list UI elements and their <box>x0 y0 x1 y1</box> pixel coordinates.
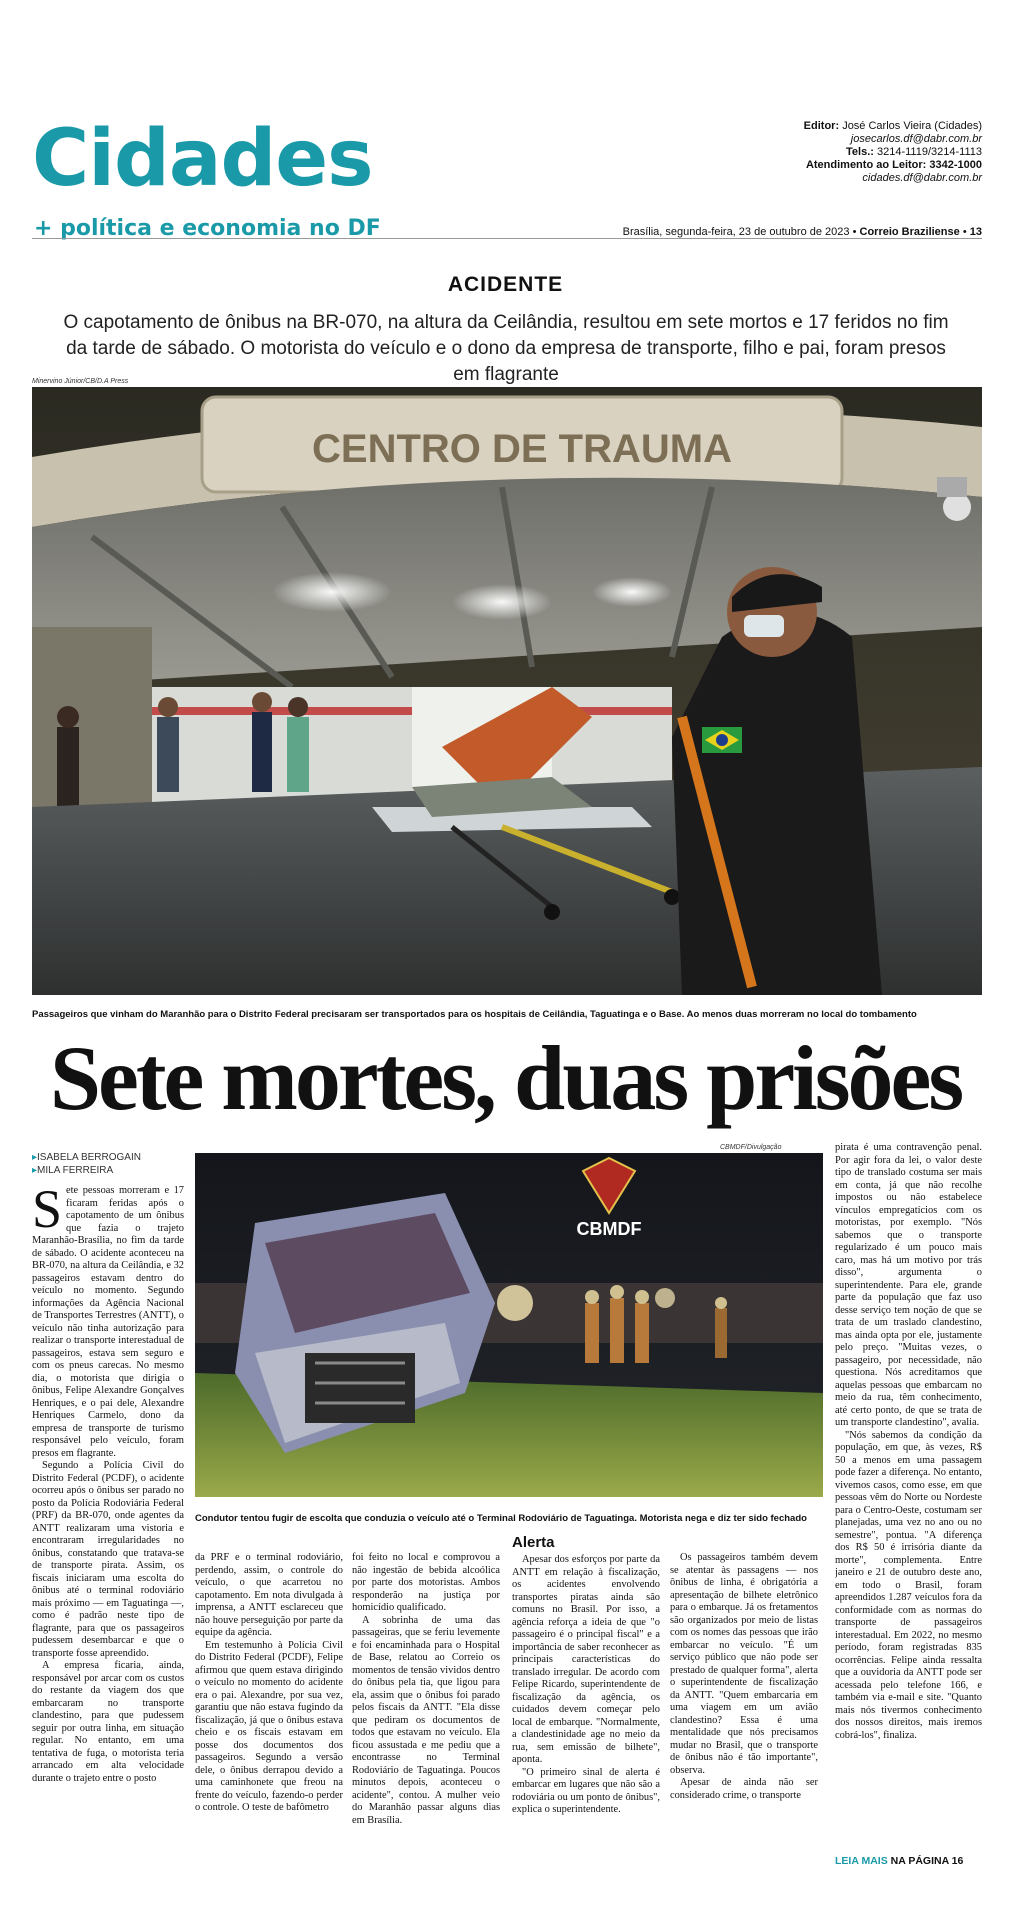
drop-cap: S <box>32 1185 63 1239</box>
main-photo-caption: Passageiros que vinham do Maranhão para o Distrito Federal precisaram ser transportados para os hospitais de Ceilândia, Taguatinga e o Base. Ao menos duas morreram no local do tombamento <box>32 1009 917 1020</box>
editor-name: José Carlos Vieira (Cidades) <box>842 120 982 132</box>
section-subtitle: + política e economia no DF <box>34 216 381 241</box>
overturned-bus-illustration <box>195 1153 823 1497</box>
article-kicker: ACIDENTE <box>447 273 564 296</box>
dateline-date: Brasília, segunda-feira, 23 de outubro de 2023 <box>622 226 850 238</box>
dateline <box>623 226 982 238</box>
dateline-bullet: • <box>852 226 857 238</box>
body-paragraph: pirata é uma contravenção penal. Por agir fora da lei, o valor deste tipo de translado costuma ser mais em conta, já que não recolhe impostos ou não estabelece vínculos empregatícios com os motoristas, por exemplo. "Nós sabemos que o transporte regularizado é um pouco mais caro, mas há um motivo por trás disso", argumenta o superintendente. Para ele, grande parte da população que faz uso desse serviço tem noção de que se trata de um traslado clandestino, mas ainda opta por ele, justamente pelo preço. "Muitas vezes, o passageiro, por necessidade, não questiona. Nós acreditamos que aquelas pessoas que embarcam no meio da rua, têm conhecimento, até certo ponto, de que se trata de um transporte clandestino", avalia. <box>835 1142 982 1428</box>
subhead-alerta: Alerta <box>512 1534 555 1551</box>
body-paragraph: foi feito no local e comprovou a não ingestão de bebida alcoólica por parte dos motoristas. Ambos responderão na justiça por homicídio qualificado. <box>352 1552 500 1613</box>
body-paragraph: Apesar dos esforços por parte da ANTT em relação à fiscalização, os acidentes envolvendo transportes piratas ainda são comuns no Brasil. Por isso, a agência reforça a ideia de que "o passageiro é o principal fiscal" e a importância de saber reconhecer as principais características do translado irregular. De acordo com Felipe Ricardo, superintendente de fiscalização da agência, os cuidados devem começar pelo local de embarque. "Normalmente, a clandestinidade age no meio da rua, sem emissão de bilhete", aponta. <box>512 1554 660 1765</box>
byline: ▸ MILA FERREIRA <box>32 1164 141 1177</box>
body-column-3 <box>352 1552 500 1852</box>
body-paragraph: da PRF e o terminal rodoviário, perdendo, assim, o controle do veículo, o que acarretou no capotamento. Em nota divulgada à imprensa, a ANTT esclareceu que não houve perseguição por parte da equipe da agência. <box>195 1552 343 1638</box>
body-paragraph: Apesar de ainda não ser considerado crime, o transporte <box>670 1777 818 1801</box>
body-paragraph: A sobrinha de uma das passageiras, que se feriu levemente e foi encaminhada para o Hospital de Base, relatou ao Correio os momentos de tensão vividos dentro do ônibus pela tia, que ligou para ela, assim que o ônibus foi parado pelos fiscais da ANTT. "Ela disse que pediram os documentos de todos que estavam no veículo. Ela ficou assustada e me pediu que a encontrasse no Terminal Rodoviário de Taguatinga. Poucos minutos depois, aconteceu o acidente", contou. A mulher veio do Maranhão passar alguns dias em Brasília. <box>352 1614 500 1826</box>
phones-label: Tels.: <box>846 146 874 158</box>
jump-rest: NA PÁGINA 16 <box>890 1855 964 1867</box>
photo-credit: Minervino Júnior/CB/D.A Press <box>32 378 129 385</box>
body-paragraph: Em testemunho à Polícia Civil do Distrito Federal (PCDF), Felipe afirmou que quem estava dirigindo o veículo no momento do acidente era o pai. Alexandre, por sua vez, garantiu que não estava fugindo da fiscalização, já que o ônibus estava cheio e os fiscais estavam em posse dos documentos dos passageiros. Segundo a versão dele, o ônibus derrapou devido a uma caminhonete que freou na frente do veículo, fazendo-o perder o controle. O teste de bafômetro <box>195 1639 343 1813</box>
page-number: 13 <box>969 226 982 238</box>
jump-lead: LEIA MAIS <box>835 1855 888 1867</box>
body-paragraph: Segundo a Polícia Civil do Distrito Federal (PCDF), o acidente ocorreu após o ônibus ser parado no posto da Polícia Rodoviária Federal (PRF) da BR-070, onde agentes da ANTT realizaram uma vistoria e encontraram irregularidades no ônibus, constatando que tratava-se de transporte pirata. Assim, os fiscais iniciaram uma escolta do ônibus até o terminal rodoviário mais próximo — em Taguatinga —, como é padrão neste tipo de flagrante, para que os passageiros pudessem desembarcar e que o transporte fosse apreendido. <box>32 1460 184 1659</box>
paper-name: Correio Braziliense <box>859 226 960 238</box>
article-deck: O capotamento de ônibus na BR-070, na altura da Ceilândia, resultou em sete mortos e 17 feridos no fim da tarde de sábado. O motorista do veículo e o dono da empresa de transporte, filho e pai, foram presos em flagrante <box>63 312 949 385</box>
body-column-2 <box>195 1552 343 1852</box>
headline: Sete mortes, duas prisões <box>49 1027 962 1129</box>
body-column-1 <box>32 1185 184 1850</box>
editor-label: Editor: <box>803 120 840 132</box>
reader-email[interactable]: cidades.df@dabr.com.br <box>862 172 982 184</box>
bus-photo <box>195 1153 823 1497</box>
body-column-4 <box>512 1534 660 1852</box>
continued-on-page[interactable] <box>835 1855 963 1867</box>
bus-photo-credit: CBMDF/Divulgação <box>720 1144 782 1151</box>
main-photo <box>32 387 982 995</box>
cbmdf-watermark: CBMDF <box>576 1219 642 1239</box>
phones-value: 3214-1119/3214-1113 <box>877 146 982 158</box>
bus-photo-caption: Condutor tentou fugir de escolta que conduzia o veículo até o Terminal Rodoviário de Taguatinga. Motorista nega e diz ter sido fechado <box>195 1513 807 1524</box>
masthead-divider <box>32 238 982 239</box>
editor-box <box>742 120 982 185</box>
sign-text: CENTRO DE TRAUMA <box>312 427 732 471</box>
trauma-center-illustration <box>32 387 982 995</box>
section-title: Cidades <box>32 114 373 204</box>
body-paragraph: Sete pessoas morreram e 17 ficaram feridas após o capotamento de um ônibus que fazia o trajeto Maranhão-Brasília, no fim da tarde de sábado. O acidente aconteceu na BR-070, na altura da Ceilândia, e 32 passageiros estavam dentro do veículo no momento. Segundo informações da Agência Nacional de Transportes Terrestres (ANTT), o veículo não tinha autorização para realizar o transporte interestadual de passageiros, estava sem seguro e com os pneus carecas. No mesmo dia, o motorista que dirigia o ônibus, Felipe Alexandre Gonçalves Henriques, e o pai dele, Alexandre Henriques Carmelo, dono da empresa de transporte de turismo responsável pelo veículo, foram presos em flagrante. <box>32 1185 184 1459</box>
body-paragraph: Os passageiros também devem se atentar às passagens — nos ônibus de linha, é obrigatória a apresentação de bilhete eletrônico para o embarque. Já os fretamentos são organizados por meio de listas com os nomes das pessoas que irão embarcar no veículo. "É um serviço público que não pode ser prestado de qualquer forma", alerta o superintendente de fiscalização da ANTT. "Quem embarcaria em uma viagem em um avião clandestino? Essa é uma mentalidade que nós precisamos mudar no Brasil, que o transporte de ônibus não é tão importante", observa. <box>670 1552 818 1776</box>
dateline-bullet: • <box>962 226 967 238</box>
body-column-6 <box>835 1142 982 1842</box>
editor-email[interactable]: josecarlos.df@dabr.com.br <box>850 133 982 145</box>
bylines <box>32 1151 141 1177</box>
reader-label: Atendimento ao Leitor: <box>805 159 927 171</box>
body-paragraph: "Nós sabemos da condição da população, em que, às vezes, R$ 50 a menos em uma passagem pode fazer a diferença. No entanto, vivemos casos, como esse, em que pessoas vêm do Norte ou Nordeste para o Centro-Oeste, costumam ser planejadas, uma vez no ano ou no semestre", pontua. "A diferença dos R$ 50 é irrisória diante da morte", complementa. Entre janeiro e 21 de outubro deste ano, em todo o Brasil, foram apreendidos 1.287 veículos fora da conformidade com as normas do transporte de passageiros interestadual. Em 2022, no mesmo período, foram registradas 835 ocorrências. Felipe ainda ressalta que a ouvidoria da ANTT pode ser acessada pelo telefone 166, e também via e-mail e site. "Quanto mais nós tivermos conhecimento dos nossos direitos, mais iremos cobrá-los", finaliza. <box>835 1429 982 1741</box>
body-paragraph: A empresa ficaria, ainda, responsável por arcar com os custos do restante da viagem dos que embarcaram no transporte clandestino, para que pudessem seguir por outra linha, em situação regular. No entanto, em uma tentativa de fuga, o motorista teria arrancado em alta velocidade durante o trajeto entre o posto <box>32 1660 184 1784</box>
body-paragraph: "O primeiro sinal de alerta é embarcar em lugares que não são a rodoviária ou um ponto de ônibus", explica o superintendente. <box>512 1766 660 1815</box>
reader-phone: 3342-1000 <box>929 159 982 171</box>
masthead <box>32 114 982 241</box>
body-column-5 <box>670 1552 818 1852</box>
byline: ▸ ISABELA BERROGAIN <box>32 1151 141 1164</box>
